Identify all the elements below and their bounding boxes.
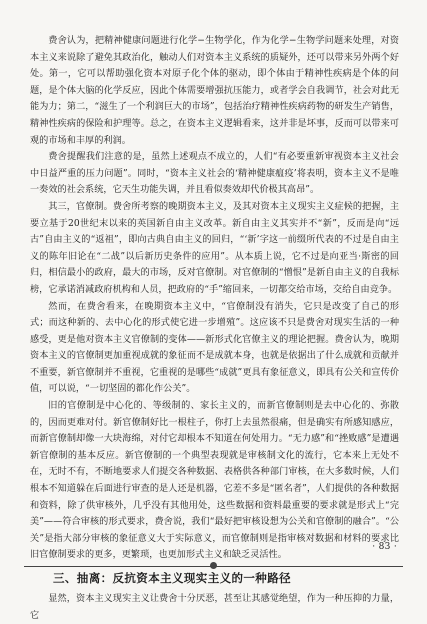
body-paragraph: 其三，官僚制。费舍所考察的晚期资本主义，及其对资本主义现实主义症候的把握，主要立基于20世纪末以来的英国新自由主义改革。新自由主义其实并不“新”，反而是向“远古”自由主义的“返祖”，即向古典自由主义的回归，“‘新’字这一前缀所代表的不过是自由主义的陈年旧论在“二战”以后新历史条件的应用”。从本质上说，它不过是向亚当·斯密的回归，相信最小的政府，最大的市场，反对官僚制。对官僚制的“憎恨”是新自由主义的自我标榜，它承诺消减政府机构和人员，把政府的“手”缩回来，一切都交给市场，交给自由竞争。 (30, 201, 399, 295)
page-number: · 83 · (372, 542, 397, 552)
body-paragraph: 费舍认为，把精神健康问题进行化学−生物学化，作为化学−生物学问题来处理，对资本主义来说除了避免其政治化，触动人们对资本主义系统的质疑外，还可以带来另外两个好处。第一，它可以帮助强化资本对原子化个体的驱动，即个体由于精神性疾病是个体的问题，是个体大脑的化学反应，因此个体需要增强抗压能力，或者学会自我调节，社会对此无能为力；第二，“滋生了一个利润巨大的市场”，包括治疗精神性疾病药物的研发生产销售，精神性疾病的保险和护理等。总之，在资本主义逻辑看来，这并非是坏事，反而可以带来可观的市场和丰厚的利润。 (30, 36, 399, 146)
section-heading: 三、抽离：反抗资本主义现实主义的一种路径 (53, 571, 291, 585)
body-paragraph: 旧的官僚制是中心化的、等级制的、家长主义的，而新官僚制则是去中心化的、弥散的，因而更难对付。新官僚制好比一根柱子，你打上去虽然很痛，但是确实有所感知感应，而新官僚制却像一大块海绵，对付它却根本不知道在何处用力。“无力感”和“挫败感”是遭遇新官僚制的基本反应。新官僚制的一个典型表现就是审核制文化的流行，它本来上无处不在，无时不有，不断地要求人们提交各种数据、表格供各种部门审核，在大多数时候，人们根本不知道躲在后面进行审查的是人还是机器，它差不多是“匿名者”，人们提供的各种数据和资料，除了供审核外，几乎没有其他用处，这些数据和资料最重要的要求就是形式上“完美”——符合审核的形式要求，费舍说，我们“最好把审核设想为公关和官僚制的融合”。“公关”是指大部分审核的象征意义大于实际意义，而官僚制则是指审核对数据和材料的要求比旧官僚制要求的更多，更繁琐，也更加形式主义和缺乏灵活性。 (30, 401, 399, 561)
body-paragraph: 然而，在费舍看来，在晚期资本主义中，“官僚制没有消失，它只是改变了自己的形式；而这种新的、去中心化的形式使它进一步增殖”。这应该不只是费舍对现实生活的一种感受，更是他对资本主义官僚制的变体——新形式化官僚主义的理论把握。费舍认为，晚期资本主义的官僚制更加重视成就的象征而不是成就本身，也就是依据出了什么成就和贡献并不重要，新官僚制并不重视，它重视的是哪些“成就”更具有象征意义，即具有公关和宣传价值，可以说，“一切坚固的都化作公关”。 (30, 301, 399, 395)
footer-rule-dot (210, 562, 217, 569)
body-paragraph: 费舍提醒我们注意的是，虽然上述观点不成立的，人们“有必要重新审视资本主义社会中日益严重的压力问题”。同时，“资本主义社会的‘精神健康瘟疫’将表明，资本主义不是唯一奏效的社会系统，它天生功能失调，并且看似奏效却代价极其高昂”。 (30, 152, 399, 196)
closing-paragraph: 显然，资本主义现实主义让费舍十分厌恶，甚至让其感觉绝望，作为一种压抑的力量，它 (30, 594, 399, 621)
